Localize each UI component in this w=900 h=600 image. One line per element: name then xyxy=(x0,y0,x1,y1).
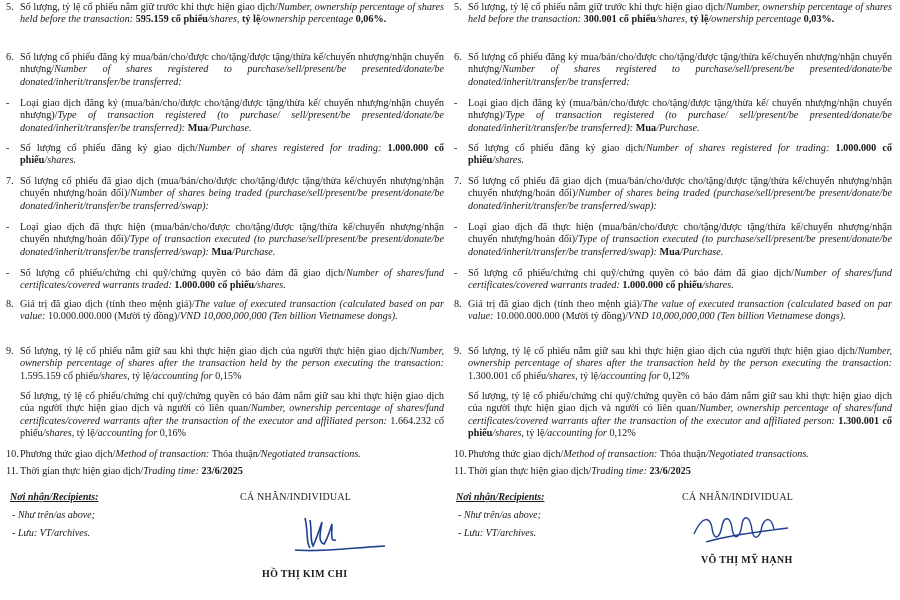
left-column xyxy=(0,0,445,600)
recipients-label: Nơi nhận/Recipients: xyxy=(10,492,99,503)
item-9: 9. Số lượng, tỷ lệ cổ phiếu nắm giữ sau khi thực hiện giao dịch của người thực hiện giao dịch/Number, ownership percentage of shares after the transaction held by the person executing the transaction: 1.300.001 cổ phiếu/shares, tỷ lệ/accounting for 0,12% xyxy=(454,346,892,382)
recipient-item: - Lưu: VT/archives. xyxy=(12,528,91,539)
item-6a: - Loại giao dịch đăng ký (mua/bán/cho/được cho/tặng/được tặng/thừa kế/ chuyển nhượng/nhận chuyển nhượng)/Type of transaction registered (to purchase/ sell/present/be presented/donate/be donated/inherit/transfer/be transferred): Mua/Purchase. xyxy=(454,98,892,134)
signature-image xyxy=(250,510,400,562)
item-10: 10. Phương thức giao dịch/Method of transaction: Thỏa thuận/Negotiated transactions. xyxy=(6,449,361,460)
item-5: 5. Số lượng, tỷ lệ cổ phiếu nắm giữ trước khi thực hiện giao dịch/Number, ownership percentage of shares held before the transaction: 300.001 cổ phiếu/shares, tỷ lệ/ownership percentage 0,03%. xyxy=(454,2,892,26)
signature-image xyxy=(676,508,816,554)
item-7: 7. Số lượng cổ phiếu đã giao dịch (mua/bán/cho/được cho/tặng/được tặng/thừa kế/chuyển nhượng/nhận chuyển nhượng/hoán đổi)/Number of shares being traded (purchase/sell/present/be present/donate/be donated/inherit/transfer/be transferred/swap): xyxy=(454,176,892,212)
signer-name: VÕ THỊ MỸ HẠNH xyxy=(701,555,793,566)
signer-name: HỒ THỊ KIM CHI xyxy=(262,569,348,580)
item-8: 8. Giá trị đã giao dịch (tính theo mệnh giá)/The value of executed transaction (calculated based on par value: 10.000.000.000 (Mười tỷ đồng)/VND 10,000,000,000 (Ten billion Vietnamese dongs). xyxy=(454,299,892,323)
item-7a: - Loại giao dịch đã thực hiện (mua/bán/cho/được cho/tặng/được tặng/thừa kế/chuyển nhượng/nhận chuyển nhượng/hoán đổi)/Type of transaction executed (to purchase/sell/present/be present/donate/be donated/inherit/transfer/be transferred/swap): Mua/Purchase. xyxy=(6,222,445,258)
signer-title: CÁ NHÂN/INDIVIDUAL xyxy=(682,492,794,503)
item-text-vi: Số lượng, tỷ lệ cổ phiếu nắm giữ trước khi thực hiện giao dịch/ xyxy=(20,2,278,13)
item-6: 6. Số lượng cổ phiếu đăng ký mua/bán/cho/được cho/tặng/được tặng/thừa kế/chuyển nhượng/nhận chuyển nhượng/Number of shares registered to purchase/sell/present/be presented/donate/be donated/inherit/transfer/be transferred: xyxy=(6,52,444,88)
item-11: 11. Thời gian thực hiện giao dịch/Trading time: 23/6/2025 xyxy=(6,466,243,477)
item-6b: - Số lượng cổ phiếu đăng ký giao dịch/Number of shares registered for trading: 1.000.000 cổ phiếu/shares. xyxy=(6,143,444,167)
signer-title: CÁ NHÂN/INDIVIDUAL xyxy=(240,492,352,503)
item-7: 7. Số lượng cổ phiếu đã giao dịch (mua/bán/cho/được cho/tặng/được tặng/thừa kế/chuyển nhượng/nhận chuyển nhượng/hoán đổi)/Number of shares being traded (purchase/sell/present/be present/donate/be donated/inherit/transfer/be transferred/swap): xyxy=(6,176,444,212)
item-7b: - Số lượng cổ phiếu/chứng chỉ quỹ/chứng quyền có bảo đảm đã giao dịch/Number of shares/fund certificates/covered warrants traded: 1.000.000 cổ phiếu/shares. xyxy=(454,268,893,292)
recipient-item: - Như trên/as above; xyxy=(12,510,95,521)
item-5: 5. Số lượng, tỷ lệ cổ phiếu nắm giữ trước khi thực hiện giao dịch/Number, ownership percentage of shares held before the transaction: 595.159 cổ phiếu/shares, tỷ lệ/ownership percentage 0,06%. xyxy=(6,2,444,26)
item-10: 10. Phương thức giao dịch/Method of transaction: Thỏa thuận/Negotiated transactions. xyxy=(454,449,809,460)
right-column xyxy=(454,0,899,600)
item-8: 8. Giá trị đã giao dịch (tính theo mệnh giá)/The value of executed transaction (calculated based on par value: 10.000.000.000 (Mười tỷ đồng)/VND 10,000,000,000 (Ten billion Vietnamese dongs). xyxy=(6,299,444,323)
item-9: 9. Số lượng, tỷ lệ cổ phiếu nắm giữ sau khi thực hiện giao dịch của người thực hiện giao dịch/Number, ownership percentage of shares after the transaction held by the person executing the transaction: 1.595.159 cổ phiếu/shares, tỷ lệ/accounting for 0,15% xyxy=(6,346,444,382)
item-9b: Số lượng, tỷ lệ cổ phiếu/chứng chỉ quỹ/chứng quyền có bảo đảm nắm giữ sau khi thực hiện giao dịch của người thực hiện giao dịch và người có liên quan/Number, ownership percentage of shares/fund certificates/covered warrants after the transaction of the executor and affiliated person: 1.664.232 cổ phiếu/shares, tỷ lệ/accounting for 0,16% xyxy=(20,391,445,440)
item-7a: - Loại giao dịch đã thực hiện (mua/bán/cho/được cho/tặng/được tặng/thừa kế/chuyển nhượng/nhận chuyển nhượng/hoán đổi)/Type of transaction executed (to purchase/sell/present/be present/donate/be donated/inherit/transfer/be transferred/swap): Mua/Purchase. xyxy=(454,222,893,258)
item-text-en: Number, ownership percentage of shares held before the transaction: xyxy=(20,2,444,26)
item-6a: - Loại giao dịch đăng ký (mua/bán/cho/được cho/tặng/được tặng/thừa kế/ chuyển nhượng/nhận chuyển nhượng)/Type of transaction registered (to purchase/ sell/present/be presented/donate/be donated/inherit/transfer/be transferred): Mua/Purchase. xyxy=(6,98,444,134)
item-11: 11. Thời gian thực hiện giao dịch/Trading time: 23/6/2025 xyxy=(454,466,691,477)
item-value: 595.159 cổ phiếu xyxy=(135,14,208,26)
item-9b: Số lượng, tỷ lệ cổ phiếu/chứng chỉ quỹ/chứng quyền có bảo đảm nắm giữ sau khi thực hiện giao dịch của người thực hiện giao dịch và người có liên quan/Number, ownership percentage of shares/fund certificates/covered warrants after the transaction of the executor and affiliated person: 1.300.001 cổ phiếu/shares, tỷ lệ/accounting for 0,12% xyxy=(468,391,893,440)
recipients-label: Nơi nhận/Recipients: xyxy=(456,492,545,503)
recipient-item: - Lưu: VT/archives. xyxy=(458,528,537,539)
item-6b: - Số lượng cổ phiếu đăng ký giao dịch/Number of shares registered for trading: 1.000.000 cổ phiếu/shares. xyxy=(454,143,892,167)
item-7b: - Số lượng cổ phiếu/chứng chỉ quỹ/chứng quyền có bảo đảm đã giao dịch/Number of shares/fund certificates/covered warrants traded: 1.000.000 cổ phiếu/shares. xyxy=(6,268,445,292)
recipient-item: - Như trên/as above; xyxy=(458,510,541,521)
item-6: 6. Số lượng cổ phiếu đăng ký mua/bán/cho/được cho/tặng/được tặng/thừa kế/chuyển nhượng/nhận chuyển nhượng/Number of shares registered to purchase/sell/present/be presented/donate/be donated/inherit/transfer/be transferred: xyxy=(454,52,892,88)
